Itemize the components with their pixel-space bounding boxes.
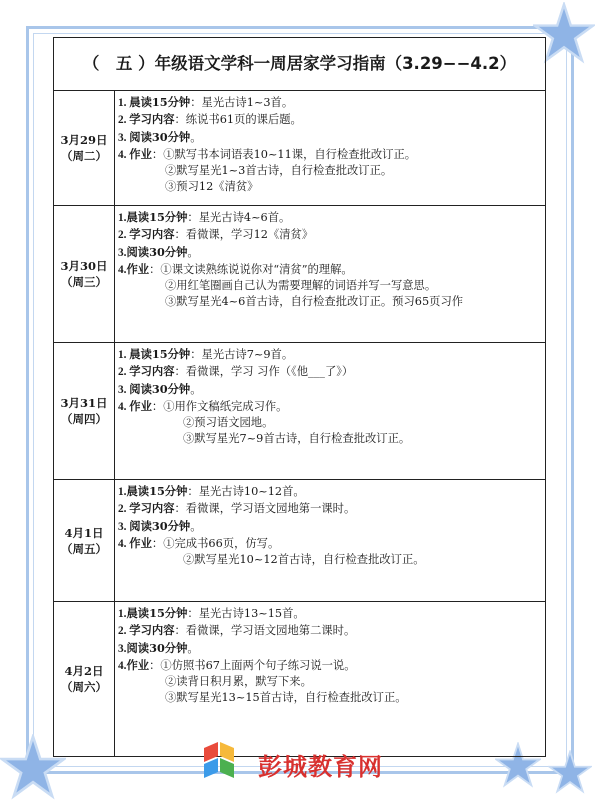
list-item: 3.阅读30分钟。 bbox=[118, 640, 199, 655]
logo-text: 彭城教育网 bbox=[258, 753, 383, 781]
schedule-table bbox=[53, 90, 546, 757]
list-item: ③预习12《清贫》 bbox=[165, 180, 259, 194]
list-item: 2. 学习内容：练说书61页的课后题。 bbox=[118, 112, 302, 127]
table-row bbox=[54, 343, 546, 480]
day-date: 3月31日 bbox=[60, 396, 108, 410]
table-row bbox=[54, 206, 546, 343]
day-weekday: （周二） bbox=[61, 149, 107, 163]
list-item: 1.晨读15分钟：星光古诗10~12首。 bbox=[118, 484, 305, 498]
list-item: ②默写星光10~12首古诗，自行检查批改订正。 bbox=[183, 553, 425, 567]
day-cell bbox=[54, 206, 115, 343]
list-item: 4. 作业：①默写书本词语表10~11课，自行检查批改订正。 bbox=[118, 146, 417, 161]
table-row bbox=[54, 480, 546, 602]
list-item: 2. 学习内容：看微课，学习语文园地第二课时。 bbox=[118, 623, 356, 638]
list-item: ③默写星光4~6首古诗，自行检查批改订正。预习65页习作 bbox=[165, 295, 464, 309]
day-cell bbox=[54, 602, 115, 757]
list-item: ③默写星光13~15首古诗，自行检查批改订正。 bbox=[165, 691, 407, 705]
list-item: 1.晨读15分钟：星光古诗4~6首。 bbox=[118, 210, 291, 224]
day-date: 3月30日 bbox=[60, 259, 108, 273]
page-title: （ 五 ）年级语文学科一周居家学习指南（3.29−−4.2） bbox=[82, 54, 517, 73]
list-item: 3. 阅读30分钟。 bbox=[118, 129, 202, 144]
list-item: 2. 学习内容：看微课，学习 习作（《他___了》） bbox=[118, 364, 354, 379]
day-weekday: （周三） bbox=[61, 275, 107, 289]
star-icon bbox=[548, 750, 592, 794]
day-weekday: （周五） bbox=[61, 541, 107, 556]
day-cell bbox=[54, 343, 115, 480]
day-content bbox=[115, 343, 546, 480]
day-date: 3月29日 bbox=[60, 133, 108, 147]
list-item: ③默写星光7~9首古诗，自行检查批改订正。 bbox=[183, 432, 411, 446]
table-row bbox=[54, 602, 546, 757]
list-item: ②读背日积月累，默写下来。 bbox=[165, 675, 312, 689]
list-item: 1. 晨读15分钟：星光古诗1~3首。 bbox=[118, 95, 294, 109]
day-content bbox=[115, 602, 546, 757]
list-item: 4. 作业：①用作文稿纸完成习作。 bbox=[118, 398, 288, 413]
list-item: ②用红笔圈画自己认为需要理解的词语并写一写意思。 bbox=[165, 279, 437, 293]
title-box bbox=[53, 37, 546, 91]
list-item: 4.作业：①课文读熟练说说你对“清贫”的理解。 bbox=[118, 261, 353, 276]
day-cell bbox=[54, 480, 115, 602]
day-weekday: （周六） bbox=[61, 680, 107, 694]
list-item: 1. 晨读15分钟：星光古诗7~9首。 bbox=[118, 347, 294, 361]
list-item: ②预习语文园地。 bbox=[183, 416, 274, 430]
list-item: 2. 学习内容：看微课，学习12《清贫》 bbox=[118, 227, 314, 242]
list-item: ②默写星光1~3首古诗，自行检查批改订正。 bbox=[165, 164, 393, 178]
list-item: 2. 学习内容：看微课，学习语文园地第一课时。 bbox=[118, 501, 356, 516]
day-content bbox=[115, 206, 546, 343]
list-item: 3. 阅读30分钟。 bbox=[118, 518, 202, 533]
table-row bbox=[54, 91, 546, 206]
day-date: 4月2日 bbox=[64, 664, 104, 678]
day-cell bbox=[54, 91, 115, 206]
list-item: 1.晨读15分钟：星光古诗13~15首。 bbox=[118, 606, 305, 620]
list-item: 3. 阅读30分钟。 bbox=[118, 381, 202, 396]
day-content bbox=[115, 480, 546, 602]
list-item: 4.作业：①仿照书67上面两个句子练习说一说。 bbox=[118, 657, 356, 672]
day-content bbox=[115, 91, 546, 206]
day-date: 4月1日 bbox=[64, 525, 104, 540]
list-item: 3.阅读30分钟。 bbox=[118, 244, 199, 259]
day-weekday: （周四） bbox=[61, 412, 107, 426]
list-item: 4. 作业：①完成书66页，仿写。 bbox=[118, 535, 280, 550]
